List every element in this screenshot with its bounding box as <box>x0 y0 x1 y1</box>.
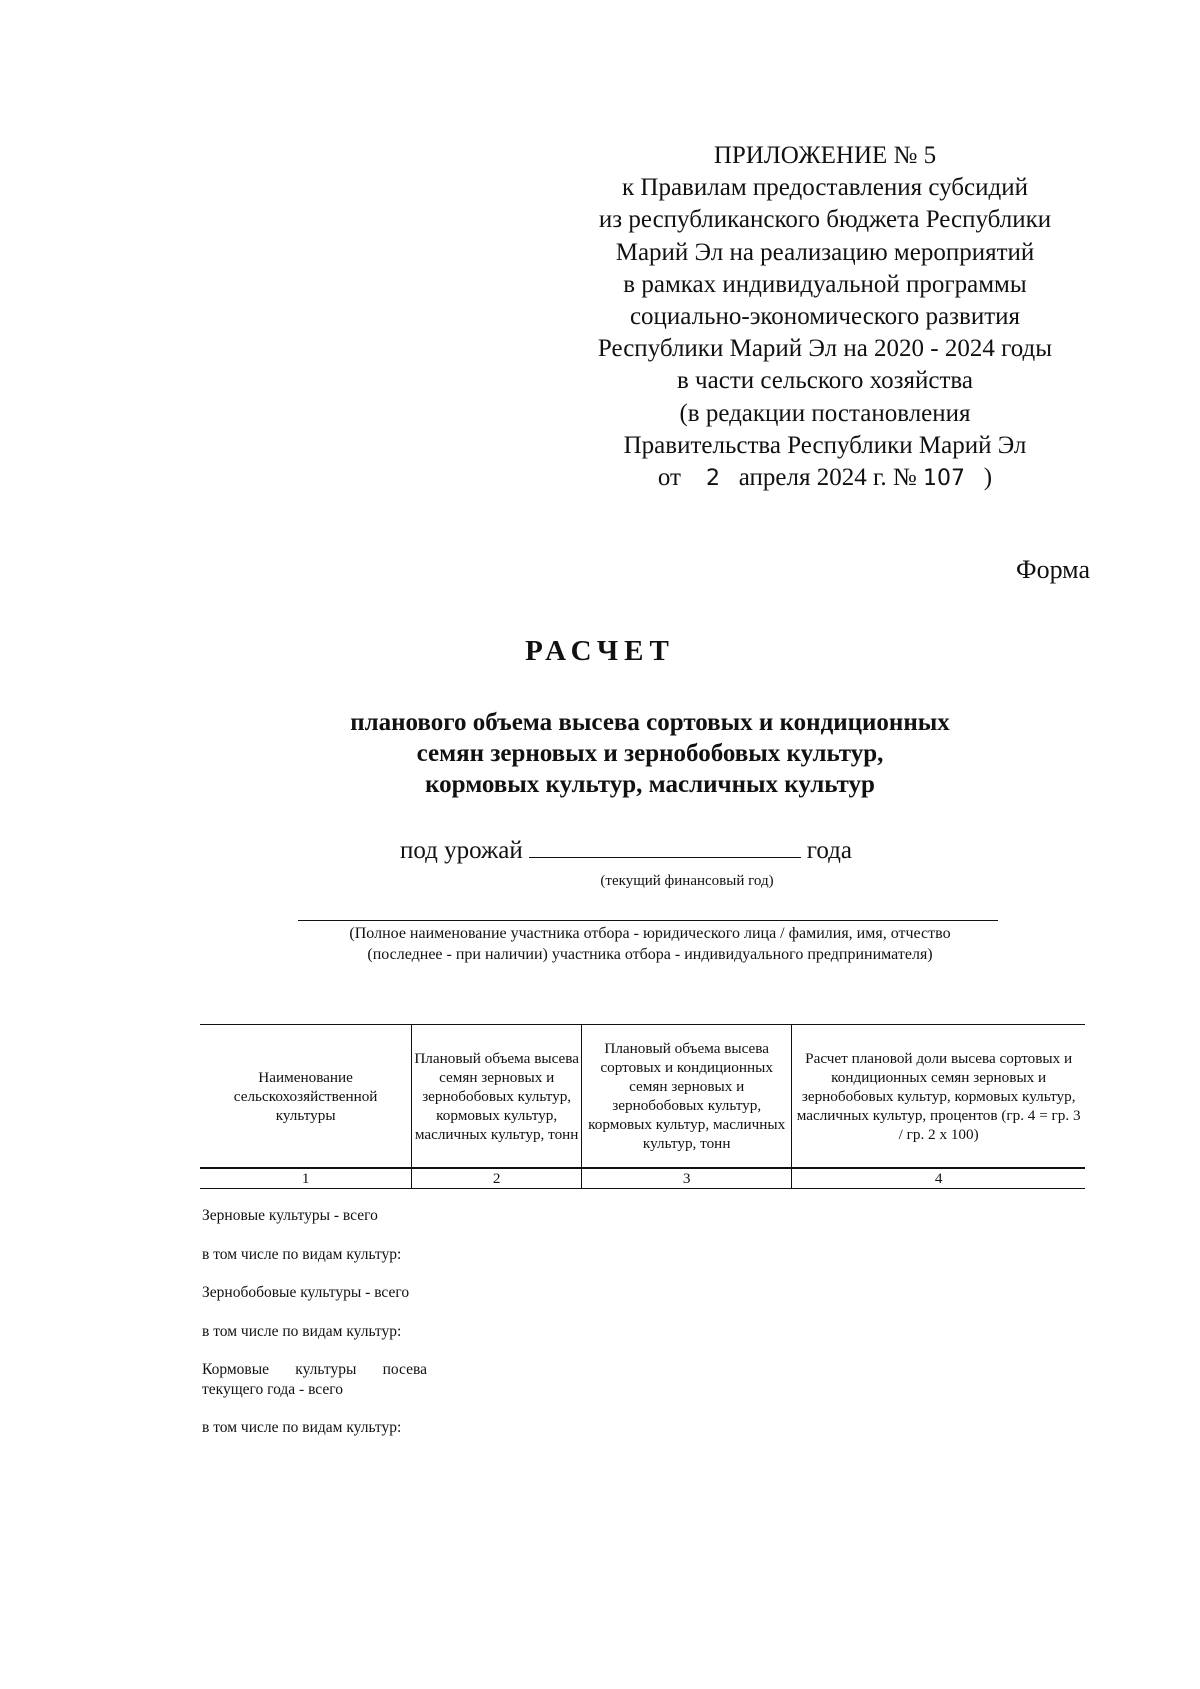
date-close: ) <box>983 464 993 492</box>
column-header-planned-share: Расчет плановой доли высева сортовых и кондиционных семян зерновых и зернобобовых культур, кормовых культур, масличных культур, процентов (гр. 4 = гр. 3 / гр. 2 х 100) <box>792 1025 1085 1169</box>
harvest-prefix: под урожай <box>400 837 523 864</box>
harvest-year-blank[interactable] <box>529 835 801 858</box>
subtitle-line: кормовых культур, масличных культур <box>425 771 875 798</box>
appendix-date-line <box>560 462 1090 495</box>
column-number: 1 <box>200 1168 412 1189</box>
date-prefix: от <box>657 464 681 492</box>
participant-hint <box>290 923 1010 965</box>
column-header-planned-volume: Плановый объема высева семян зерновых и зернобобовых культур, кормовых культур, масличных культур, тонн <box>412 1025 582 1169</box>
calculation-table <box>200 1024 1085 1189</box>
date-day: 2 <box>706 466 720 492</box>
harvest-year-line <box>400 835 960 865</box>
row-forage-total: Кормовые культуры посева текущего года - всего <box>202 1361 427 1398</box>
appendix-line: в части сельского хозяйства <box>677 367 973 395</box>
column-number-row <box>200 1168 1085 1189</box>
appendix-line: Республики Марий Эл на 2020 - 2024 годы <box>597 335 1053 363</box>
table-header-row <box>200 1025 1085 1169</box>
column-header-crop: Наименование сельскохозяйственной культуры <box>200 1025 412 1169</box>
harvest-hint: (текущий финансовый год) <box>600 873 774 889</box>
row-by-type: в том числе по видам культур: <box>202 1245 402 1263</box>
appendix-line: социально-экономического развития <box>629 303 1021 331</box>
subtitle-line: семян зерновых и зернобобовых культур, <box>416 740 884 767</box>
appendix-line: (в редакции постановления <box>679 399 971 427</box>
participant-name-blank[interactable] <box>298 920 998 921</box>
appendix-line: в рамках индивидуальной программы <box>623 270 1027 298</box>
appendix-line: Марий Эл на реализацию мероприятий <box>615 238 1035 266</box>
row-by-type: в том числе по видам культур: <box>202 1419 402 1436</box>
date-number: 107 <box>923 466 966 492</box>
column-number: 3 <box>582 1168 792 1189</box>
column-header-planned-certified-volume: Плановый объема высева сортовых и кондиционных семян зерновых и зернобобовых культур, кормовых культур, масличных культур, тонн <box>582 1025 792 1169</box>
row-grain-total: Зерновые культуры - всего <box>202 1207 378 1224</box>
document-title: РАСЧЕТ <box>525 635 675 667</box>
row-legume-total: Зернобобовые культуры - всего <box>202 1284 410 1301</box>
crop-rows <box>202 1206 427 1438</box>
appendix-header <box>560 140 1090 495</box>
document-subtitle <box>290 707 1010 800</box>
row-by-type: в том числе по видам культур: <box>202 1322 402 1340</box>
appendix-line: из республиканского бюджета Республики <box>598 206 1052 234</box>
participant-hint-line: (последнее - при наличии) участника отбора - индивидуального предпринимателя) <box>367 946 933 963</box>
column-number: 2 <box>412 1168 582 1189</box>
appendix-line: Правительства Республики Марий Эл <box>623 431 1027 459</box>
harvest-suffix: года <box>806 837 852 864</box>
form-label: Форма <box>1016 555 1090 584</box>
participant-hint-line: (Полное наименование участника отбора - юридического лица / фамилия, имя, отчество <box>349 925 951 942</box>
subtitle-line: планового объема высева сортовых и кондиционных <box>350 709 950 736</box>
appendix-line: к Правилам предоставления субсидий <box>622 174 1028 202</box>
appendix-line: ПРИЛОЖЕНИЕ № 5 <box>713 142 937 169</box>
date-month-year: апреля 2024 г. № <box>738 464 917 492</box>
column-number: 4 <box>792 1168 1085 1189</box>
